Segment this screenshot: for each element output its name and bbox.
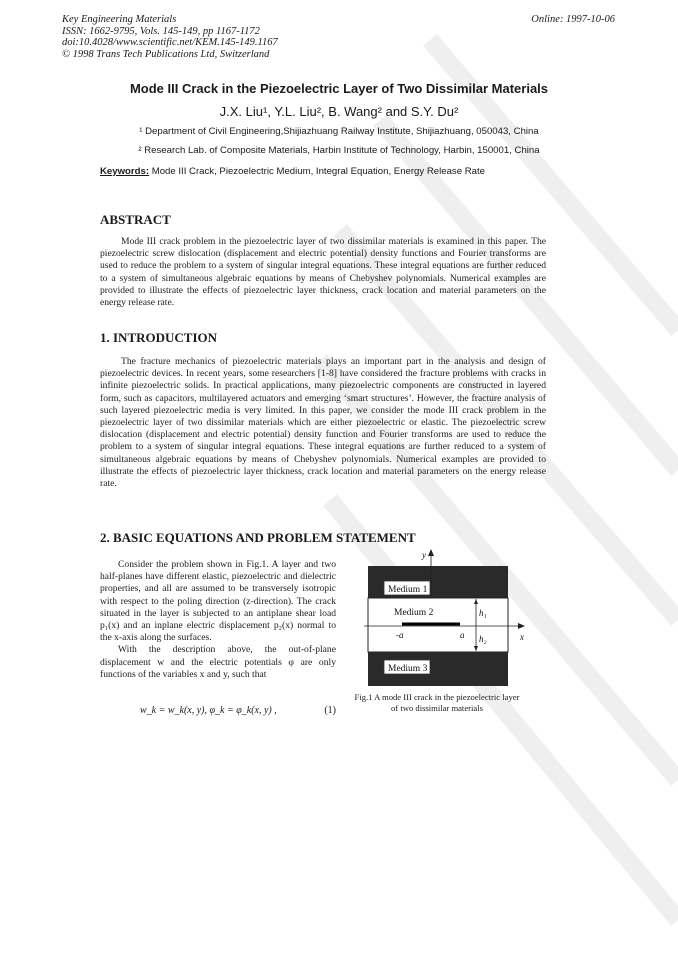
medium-1-label: Medium 1 (388, 585, 428, 595)
equation-1 (140, 705, 336, 716)
journal-name: Key Engineering Materials (62, 14, 177, 25)
x-axis-label: x (520, 632, 524, 642)
figure-1-caption: Fig.1 A mode III crack in the piezoelectric layer of two dissimilar materials (354, 692, 520, 713)
copyright-line: © 1998 Trans Tech Publications Ltd, Switzerland (62, 48, 270, 60)
keywords-label: Keywords: (100, 166, 150, 177)
medium-3-label: Medium 3 (388, 664, 428, 674)
x-axis-arrow-icon (518, 623, 525, 629)
doi-line[interactable]: doi:10.4028/www.scientific.net/KEM.145-149.1167 (62, 37, 278, 48)
y-axis-label: y (422, 550, 426, 560)
journal-header (62, 14, 278, 60)
keywords-line (100, 166, 485, 177)
medium-2-label: Medium 2 (394, 608, 434, 618)
h1-label: h₁ (479, 608, 487, 618)
section2-column (100, 559, 336, 681)
figure-1-diagram (358, 548, 533, 690)
y-axis-arrow-icon (428, 549, 434, 556)
keywords-text: Mode III Crack, Piezoelectric Medium, Integral Equation, Energy Release Rate (149, 166, 485, 177)
crack-left-tip-label: -a (396, 630, 404, 640)
author-list: J.X. Liu¹, Y.L. Liu², B. Wang² and S.Y. Du² (219, 104, 459, 119)
abstract-text: Mode III crack problem in the piezoelectric layer of two dissimilar materials is examined in this paper. The piezoelectric screw dislocation (displacement and electric potential) density functions and Fourier transforms are used to reduce the problem to a system of singular integral equations. These integral equations are further reduced to a system of simultaneous algebraic equations by means of Chebyshev polynomials. Numerical examples are provided to illustrate the effects of piezoelectric layer thickness, crack location and material parameters on the energy release rate. (100, 236, 546, 309)
equation-1-number: (1) (324, 705, 336, 716)
equation-1-body: w_k = w_k(x, y), φ_k = φ_k(x, y) , (140, 705, 277, 716)
introduction-text: The fracture mechanics of piezoelectric materials plays an important part in the analysis and design of piezoelectric devices. In recent years, some researchers [1-8] have considered the fracture problems with cracks in infinite piezoelectric solids. In practical applications, many piezoelectric components are constructed in layered form, such as capacitors, multilayered actuators and emerging ‘smart structures’. However, the fracture analysis of such layered piezoelectric media is very limited. In this paper, we consider the mode III crack problem in the piezoelectric layer of two dissimilar materials which are either piezoelectric or elastic. The piezoelectric screw dislocation (displacement and electric potential) density function and Fourier transforms are used to reduce the problem to a system of singular integral equations. These integral equations are further reduced to a system of simultaneous algebraic equations by means of Chebyshev polynomials. Numerical examples are provided to illustrate the effects of piezoelectric layer thickness, crack location and material parameters on the energy release rate. (100, 356, 546, 490)
paper-title: Mode III Crack in the Piezoelectric Layer of Two Dissimilar Materials (129, 81, 549, 96)
crack-right-tip-label: a (460, 630, 465, 640)
section2-heading: 2. BASIC EQUATIONS AND PROBLEM STATEMENT (100, 530, 416, 545)
h2-label: h₂ (479, 634, 487, 644)
affiliation-1: ¹ Department of Civil Engineering,Shijiazhuang Railway Institute, Shijiazhuang, 050043, China (139, 126, 539, 137)
online-date: Online: 1997-10-06 (531, 14, 615, 25)
section2-paragraph-2: With the description above, the out-of-plane displacement w and the electric potentials φ are only functions of the variables x and y, such that (100, 644, 336, 680)
issn-line: ISSN: 1662-9795, Vols. 145-149, pp 1167-1172 (62, 25, 260, 37)
affiliation-2: ² Research Lab. of Composite Materials, Harbin Institute of Technology, Harbin, 150001, China (138, 145, 540, 156)
introduction-heading: 1. INTRODUCTION (100, 330, 218, 345)
abstract-heading: ABSTRACT (100, 212, 171, 227)
section2-paragraph-1: Consider the problem shown in Fig.1. A layer and two half-planes have different elastic, piezoelectric and dielectric properties, and all are assumed to be transversely isotropic with respect to the poling direction (z-direction). The crack situated in the layer is subjected to an antiplane shear load p₁(x) and an inplane electric displacement p₂(x) normal to the x-axis along the surfaces. (100, 559, 336, 644)
